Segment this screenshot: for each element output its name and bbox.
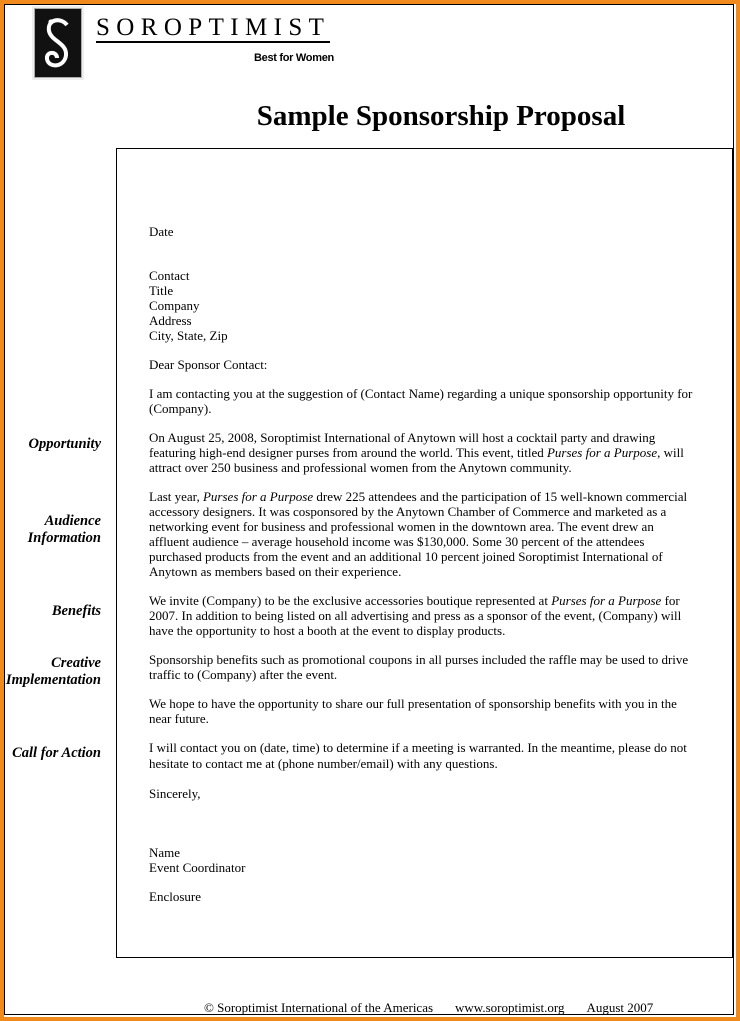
footer	[204, 1000, 675, 1016]
closing: Sincerely,	[149, 786, 201, 801]
text: Last year,	[149, 489, 203, 504]
event-name: Purses for a Purpose	[202, 489, 314, 504]
event-name: Purses for a Purpose	[551, 593, 662, 608]
p6-line: near future.	[149, 711, 209, 726]
p5-line: traffic to (Company) after the event.	[149, 667, 338, 682]
p1-line: I am contacting you at the suggestion of (Contact Name) regarding a unique sponsorship opportunity for	[149, 386, 693, 401]
p6-line: We hope to have the opportunity to share our full presentation of sponsorship benefits with you in the	[149, 696, 677, 711]
p7-line: I will contact you on (date, time) to determine if a meeting is warranted. In the meantime, please do not	[149, 740, 687, 755]
brand-rule	[96, 41, 330, 43]
p4-line	[149, 593, 680, 608]
text: for	[661, 593, 680, 608]
salutation: Dear Sponsor Contact:	[149, 357, 268, 372]
p3-line: purchased products from the event and an additional 10 percent joined Soroptimist International of	[149, 549, 663, 564]
label-benefits: Benefits	[51, 603, 101, 619]
text: featuring high-end designer purses from around the world. This event, titled	[149, 445, 547, 460]
enclosure: Enclosure	[149, 889, 201, 904]
text: We invite (Company) to be the exclusive accessories boutique represented at	[149, 593, 552, 608]
p2-line	[149, 445, 684, 460]
label-creative: Creative	[51, 655, 101, 671]
p3-line: accessory designers. It was cosponsored by the Anytown Chamber of Commerce and marketed as a	[149, 504, 667, 519]
event-name: Purses for a Purpose	[546, 445, 658, 460]
footer-date: August 2007	[586, 1000, 654, 1015]
p1-line: (Company).	[149, 401, 212, 416]
label-opportunity: Opportunity	[28, 436, 101, 452]
label-call-for-action: Call for Action	[12, 745, 101, 761]
brand-name: SOROPTIMIST	[96, 14, 331, 41]
signature-title: Event Coordinator	[149, 860, 246, 875]
p3-line: Anytown as members based on their experience.	[149, 564, 402, 579]
text: , will	[657, 445, 684, 460]
tagline: Best for Women	[254, 52, 334, 64]
text: drew 225 attendees and the participation of 15 well-known commercial	[313, 489, 688, 504]
soroptimist-logo	[34, 8, 82, 78]
address-line: City, State, Zip	[149, 328, 228, 343]
p2-line: On August 25, 2008, Soroptimist International of Anytown will host a cocktail party and drawing	[149, 430, 656, 445]
p3-line: affluent audience – average household income was $130,000. Some 30 percent of the attendees	[149, 534, 645, 549]
p4-line: have the opportunity to host a booth at the event to display products.	[149, 623, 506, 638]
address-line: Company	[149, 298, 200, 313]
address-line: Address	[149, 313, 192, 328]
label-audience: Audience	[44, 513, 101, 529]
p2-line: attract over 250 business and professional women from the Anytown community.	[149, 460, 572, 475]
p5-line: Sponsorship benefits such as promotional coupons in all purses included the raffle may be used to drive	[149, 652, 689, 667]
page-title: Sample Sponsorship Proposal	[256, 100, 626, 132]
letter-date: Date	[149, 224, 174, 239]
p7-line: hesitate to contact me at (phone number/email) with any questions.	[149, 756, 498, 771]
label-information: Information	[27, 530, 101, 546]
footer-copyright: © Soroptimist International of the Americas	[204, 1000, 434, 1015]
address-line: Title	[149, 283, 174, 298]
footer-url[interactable]: www.soroptimist.org	[455, 1000, 565, 1015]
label-implementation: Implementation	[5, 672, 101, 688]
p3-line	[149, 489, 687, 504]
signature-name: Name	[149, 845, 181, 860]
p4-line: 2007. In addition to being listed on all advertising and press as a sponsor of the event, (Company) will	[149, 608, 682, 623]
address-line: Contact	[149, 268, 190, 283]
p3-line: networking event for business and professional women in the downtown area. The event drew an	[149, 519, 654, 534]
